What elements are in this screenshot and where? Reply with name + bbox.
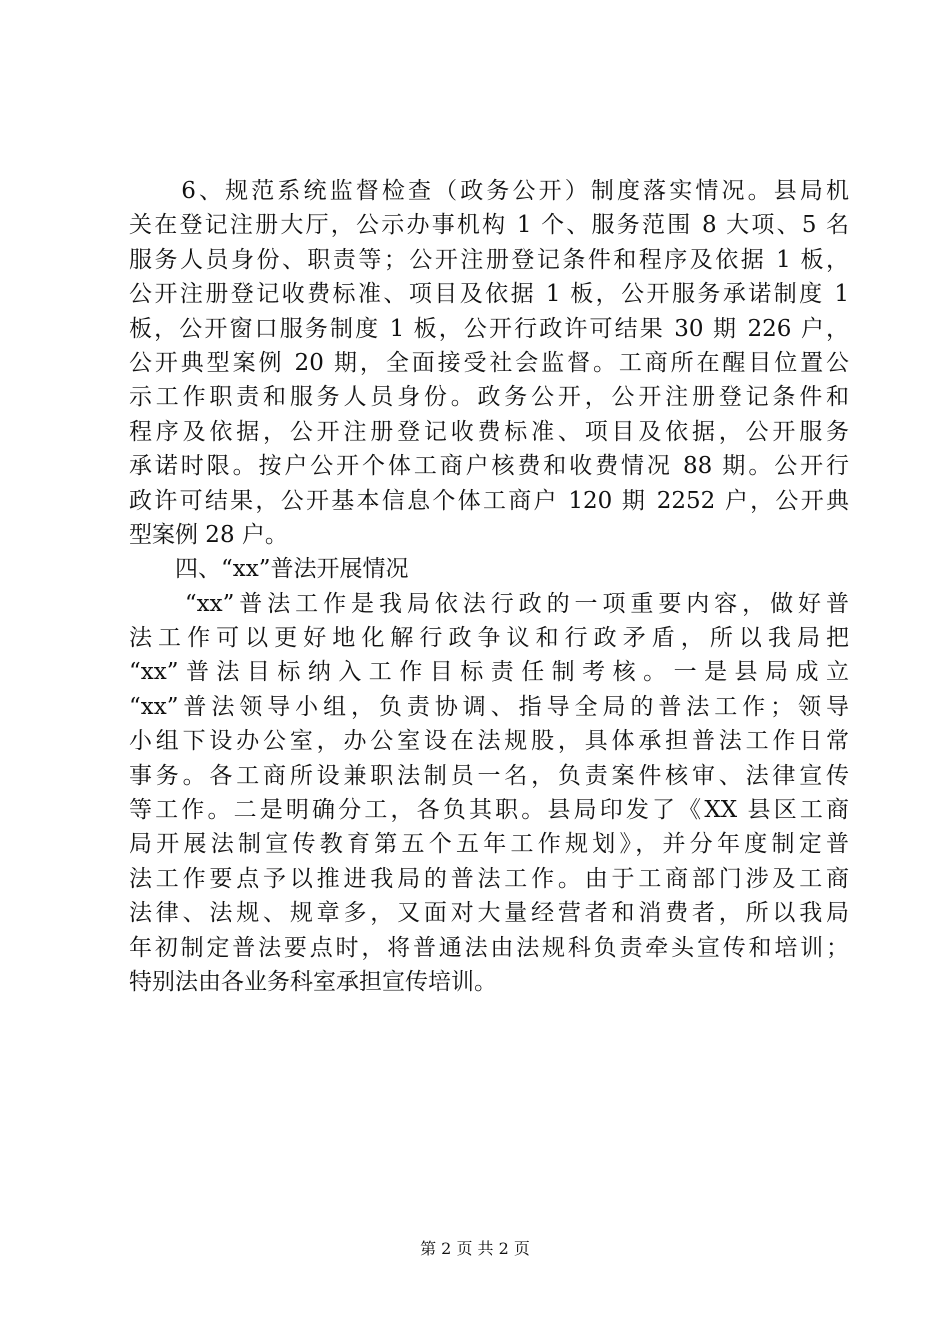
text-line: 局开展法制宣传教育第五个五年工作规划》，并分年度制定普: [129, 831, 849, 858]
text-line: 6、规范系统监督检查（政务公开）制度落实情况。县局机: [129, 178, 849, 204]
text-line: 关在登记注册大厅，公示办事机构 1 个、服务范围 8 大项、5 名: [129, 212, 849, 239]
text-line: 法工作要点予以推进我局的普法工作。由于工商部门涉及工商: [129, 865, 849, 892]
text-line: “xx”普法目标纳入工作目标责任制考核。一是县局成立: [129, 659, 849, 686]
text-line: 法律、法规、规章多，又面对大量经营者和消费者，所以我局: [129, 900, 849, 927]
text-line: 公开注册登记收费标准、项目及依据 1 板，公开服务承诺制度 1: [129, 281, 849, 308]
page-number: 第 2 页 共 2 页: [420, 1239, 530, 1258]
text-line: 政许可结果，公开基本信息个体工商户 120 期 2252 户，公开典: [129, 487, 849, 514]
text-line: “xx”普法领导小组，负责协调、指导全局的普法工作；领导: [129, 693, 849, 720]
text-line: 承诺时限。按户公开个体工商户核费和收费情况 88 期。公开行: [129, 453, 849, 480]
text-line: 服务人员身份、职责等；公开注册登记条件和程序及依据 1 板，: [129, 246, 849, 273]
text-line: 公开典型案例 20 期，全面接受社会监督。工商所在醒目位置公: [129, 349, 849, 376]
text-line: “xx”普法工作是我局依法行政的一项重要内容，做好普: [129, 590, 849, 617]
text-line: 示工作职责和服务人员身份。政务公开，公开注册登记条件和: [129, 384, 849, 411]
document-body: [129, 174, 849, 999]
section-heading: 四、“xx”普法开展情况: [129, 556, 409, 583]
text-line: 年初制定普法要点时，将普通法由法规科负责牵头宣传和培训；: [129, 934, 849, 961]
text-line: 法工作可以更好地化解行政争议和行政矛盾，所以我局把: [129, 625, 849, 652]
text-line: 小组下设办公室，办公室设在法规股，具体承担普法工作日常: [129, 728, 849, 755]
text-line: 板，公开窗口服务制度 1 板，公开行政许可结果 30 期 226 户，: [129, 315, 849, 342]
text-line: 特别法由各业务科室承担宣传培训。: [129, 968, 497, 995]
text-line: 程序及依据，公开注册登记收费标准、项目及依据，公开服务: [129, 418, 849, 445]
text-line: 事务。各工商所设兼职法制员一名，负责案件核审、法律宣传: [129, 762, 849, 789]
text-line: 等工作。二是明确分工，各负其职。县局印发了《XX 县区工商: [129, 797, 849, 824]
text-line: 型案例 28 户。: [129, 521, 288, 548]
